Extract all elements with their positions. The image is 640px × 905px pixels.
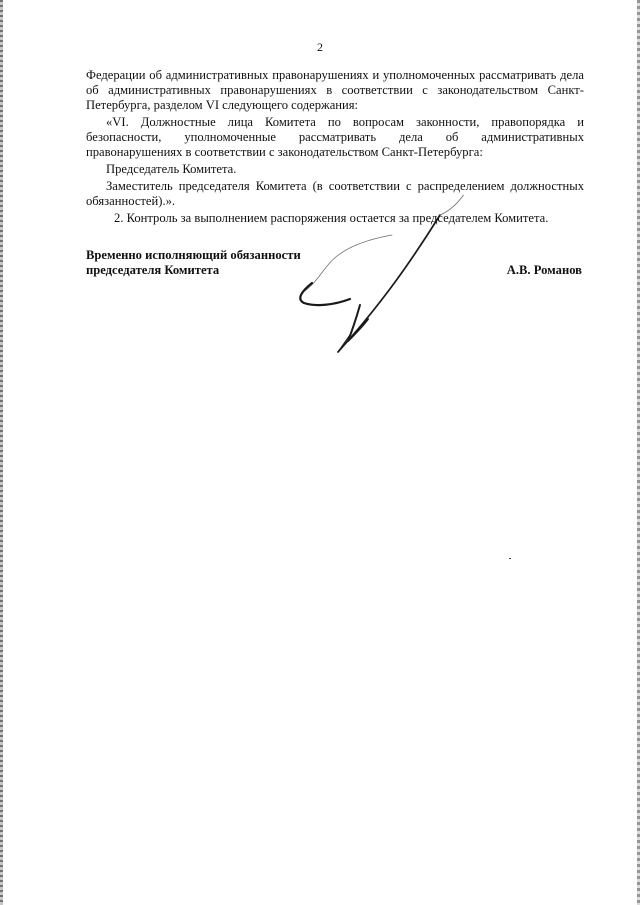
scan-speck: [509, 558, 511, 559]
paragraph-section-vi: «VI. Должностные лица Комитета по вопросам законности, правопорядка и безопасности, уполномоченные рассматривать дела об административных правонарушениях в соответствии с законодательством Санкт-Петербурга:: [86, 115, 584, 159]
paragraph-deputy-chairman: Заместитель председателя Комитета (в соответствии с распределением должностных обязанностей).».: [86, 179, 584, 208]
handwritten-signature: [290, 195, 490, 360]
paragraph-chairman: Председатель Комитета.: [106, 162, 237, 176]
signer-name: А.В. Романов: [506, 263, 582, 277]
signer-position-line-2: председателя Комитета: [86, 263, 220, 277]
paragraph-control-clause: 2. Контроль за выполнением распоряжения остается за председателем Комитета.: [114, 211, 549, 225]
signer-position-line-1: Временно исполняющий обязанности: [86, 248, 301, 262]
paragraph-continuation: Федерации об административных правонарушениях и уполномоченных рассматривать дела об административных правонарушениях в соответствии с законодательством Санкт-Петербурга, разделом VI следующего содержания:: [86, 68, 584, 112]
page-number: 2: [317, 40, 323, 54]
scan-edge-left: [0, 0, 3, 905]
